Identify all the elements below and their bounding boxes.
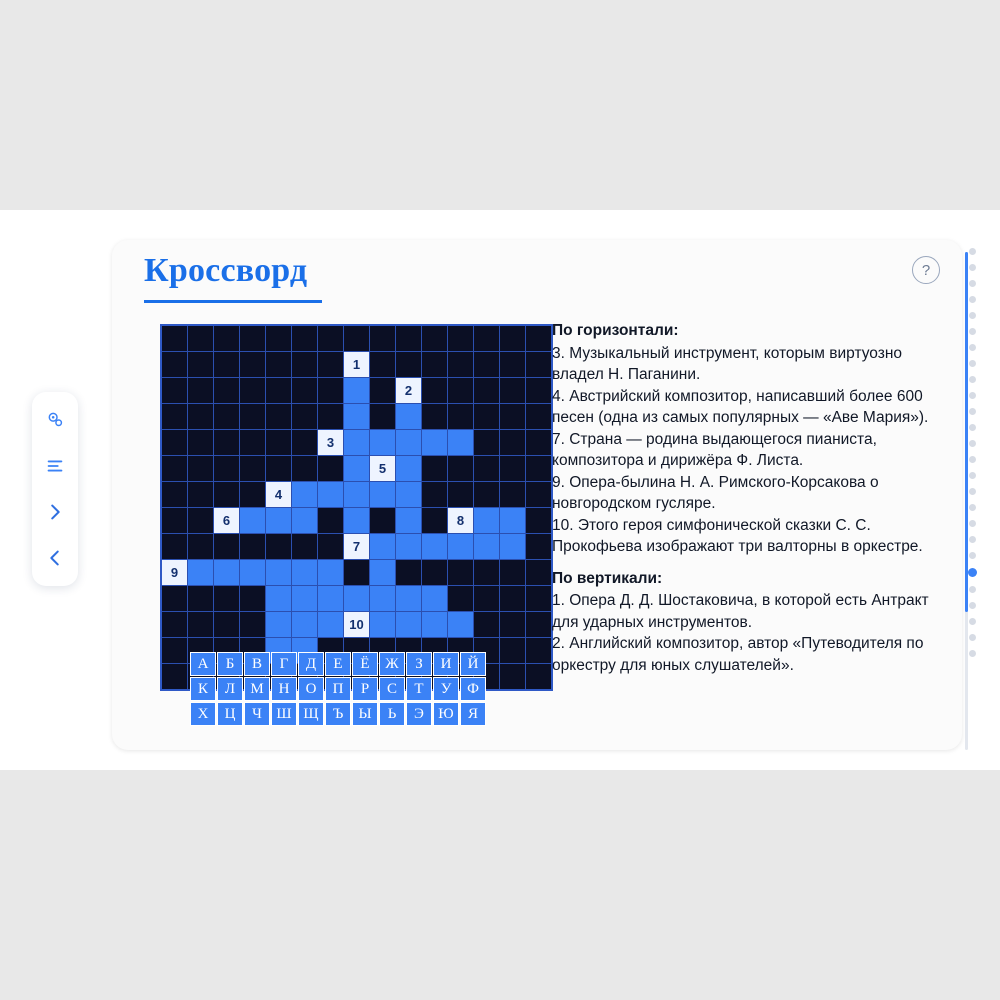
crossword-cell-open[interactable] (500, 508, 526, 534)
alphabet-key[interactable]: К (190, 677, 216, 701)
clues-panel (552, 320, 932, 686)
crossword-cell-blank (266, 325, 292, 352)
alphabet-key[interactable]: Ё (352, 652, 378, 676)
crossword-row (161, 325, 552, 352)
crossword-row (161, 430, 552, 456)
crossword-cell-open[interactable] (500, 534, 526, 560)
page-dot[interactable] (969, 424, 976, 431)
crossword-cell-numbered[interactable] (344, 612, 370, 638)
alphabet-key[interactable]: З (406, 652, 432, 676)
crossword-cell-blank (370, 378, 396, 404)
crossword-cell-blank (188, 378, 214, 404)
crossword-cell-open[interactable] (474, 534, 500, 560)
crossword-cell-blank (240, 404, 266, 430)
crossword-cell-blank (448, 404, 474, 430)
crossword-row (161, 404, 552, 430)
crossword-cell-blank (526, 534, 553, 560)
crossword-cell-open[interactable] (422, 612, 448, 638)
alphabet-key[interactable]: Е (325, 652, 351, 676)
alphabet-key[interactable]: Я (460, 702, 486, 726)
crossword-cell-blank (500, 325, 526, 352)
crossword-cell-blank (526, 586, 553, 612)
crossword-cell-blank (188, 352, 214, 378)
crossword-row (161, 352, 552, 378)
crossword-cell-open[interactable] (188, 560, 214, 586)
page-dot[interactable] (969, 440, 976, 447)
crossword-cell-blank (318, 352, 344, 378)
crossword-cell-open[interactable] (344, 404, 370, 430)
crossword-row (161, 482, 552, 508)
crossword-cell-blank (292, 430, 318, 456)
clue-item: 2. Английский композитор, автор «Путеводителя по оркестру для юных слушателей». (552, 635, 928, 674)
contents-button[interactable] (34, 444, 76, 488)
crossword-cell-open[interactable] (344, 378, 370, 404)
crossword-cell-open[interactable] (266, 508, 292, 534)
crossword-cell-open[interactable] (292, 560, 318, 586)
crossword-cell-blank (161, 404, 188, 430)
crossword-cell-open[interactable] (396, 508, 422, 534)
crossword-cell-blank (161, 378, 188, 404)
crossword-row (161, 456, 552, 482)
crossword-cell-blank (318, 325, 344, 352)
crossword-cell-blank (448, 325, 474, 352)
crossword-cell-open[interactable] (292, 586, 318, 612)
alphabet-key[interactable]: Т (406, 677, 432, 701)
title-underline (144, 300, 322, 303)
crossword-cell-blank (500, 430, 526, 456)
crossword-cell-blank (240, 456, 266, 482)
crossword-cell-blank (214, 430, 240, 456)
crossword-cell-blank (422, 482, 448, 508)
page-dot[interactable] (969, 296, 976, 303)
alphabet-key[interactable]: Д (298, 652, 324, 676)
crossword-cell-numbered[interactable] (344, 352, 370, 378)
crossword-cell-blank (292, 378, 318, 404)
crossword-cell-numbered[interactable] (370, 456, 396, 482)
alphabet-key[interactable]: Г (271, 652, 297, 676)
crossword-cell-blank (500, 638, 526, 664)
crossword-cell-blank (161, 612, 188, 638)
crossword-cell-blank (370, 325, 396, 352)
crossword-cell-open[interactable] (344, 508, 370, 534)
crossword-cell-blank (214, 612, 240, 638)
cell-number: 9 (170, 565, 179, 580)
crossword-cell-blank (188, 404, 214, 430)
slide-card (112, 240, 962, 750)
crossword-cell-blank (161, 325, 188, 352)
alphabet-key[interactable]: Ж (379, 652, 405, 676)
alphabet-key[interactable]: Ъ (325, 702, 351, 726)
crossword-cell-open[interactable] (266, 560, 292, 586)
crossword-cell-open[interactable] (292, 508, 318, 534)
crossword-cell-open[interactable] (370, 612, 396, 638)
alphabet-key[interactable]: У (433, 677, 459, 701)
crossword-cell-blank (474, 482, 500, 508)
crossword-cell-open[interactable] (344, 456, 370, 482)
crossword-row (161, 534, 552, 560)
crossword-cell-blank (161, 456, 188, 482)
crossword-cell-blank (370, 508, 396, 534)
crossword-cell-numbered[interactable] (161, 560, 188, 586)
clue-item: 7. Страна — родина выдающегося пианиста, композитора и дирижёра Ф. Листа. (552, 430, 882, 469)
crossword-cell-open[interactable] (370, 560, 396, 586)
clues-down (552, 568, 932, 677)
crossword-cell-blank (396, 325, 422, 352)
alphabet-key[interactable]: Ю (433, 702, 459, 726)
crossword-table[interactable] (160, 324, 553, 691)
help-button[interactable]: ? (912, 256, 940, 284)
crossword-cell-open[interactable] (318, 482, 344, 508)
cell-number: 6 (222, 513, 231, 528)
crossword-cell-blank (214, 586, 240, 612)
alphabet-key[interactable]: Й (460, 652, 486, 676)
crossword-cell-blank (422, 325, 448, 352)
clue-item: 10. Этого героя симфонической сказки С. С. Прокофьева изображают три валторны в оркестре. (552, 516, 923, 555)
page-dot[interactable] (969, 602, 976, 609)
cell-number: 7 (352, 539, 361, 554)
page-dot[interactable] (969, 312, 976, 319)
crossword-cell-blank (266, 378, 292, 404)
alphabet-key[interactable]: С (379, 677, 405, 701)
crossword-cell-blank (500, 560, 526, 586)
crossword-cell-open[interactable] (370, 586, 396, 612)
page-dot[interactable] (969, 456, 976, 463)
crossword-cell-blank (500, 404, 526, 430)
crossword-cell-open[interactable] (396, 404, 422, 430)
cell-number: 2 (404, 383, 413, 398)
crossword-cell-blank (214, 482, 240, 508)
crossword-cell-blank (526, 325, 553, 352)
crossword-cell-blank (318, 404, 344, 430)
chevron-right-icon (44, 501, 66, 523)
list-icon (44, 455, 66, 477)
crossword-cell-blank (292, 404, 318, 430)
crossword-cell-blank (500, 378, 526, 404)
crossword-cell-blank (370, 352, 396, 378)
alphabet-key[interactable]: И (433, 652, 459, 676)
crossword-cell-blank (161, 586, 188, 612)
crossword-cell-blank (318, 534, 344, 560)
alphabet-key[interactable]: В (244, 652, 270, 676)
crossword-cell-blank (161, 430, 188, 456)
crossword-cell-blank (240, 352, 266, 378)
crossword-cell-open[interactable] (474, 508, 500, 534)
crossword-cell-blank (240, 430, 266, 456)
crossword-cell-blank (474, 404, 500, 430)
crossword-cell-numbered[interactable] (318, 430, 344, 456)
crossword-cell-blank (240, 325, 266, 352)
crossword-cell-numbered[interactable] (266, 482, 292, 508)
crossword-cell-blank (370, 404, 396, 430)
crossword-cell-blank (474, 352, 500, 378)
crossword-cell-blank (161, 508, 188, 534)
crossword-cell-blank (266, 534, 292, 560)
alphabet-row (190, 702, 486, 726)
page-dot[interactable] (969, 280, 976, 287)
page-dot[interactable] (969, 650, 976, 657)
alphabet-row (190, 652, 486, 676)
crossword-cell-blank (448, 482, 474, 508)
alphabet-key[interactable]: Л (217, 677, 243, 701)
page-dot[interactable] (969, 392, 976, 399)
page-dot[interactable] (969, 552, 976, 559)
alphabet-row (190, 677, 486, 701)
left-toolbar (32, 392, 78, 586)
alphabet-key[interactable]: П (325, 677, 351, 701)
cell-number: 5 (378, 461, 387, 476)
crossword-cell-blank (188, 482, 214, 508)
page-dot[interactable] (969, 586, 976, 593)
crossword-cell-open[interactable] (266, 612, 292, 638)
page-dot[interactable] (969, 618, 976, 625)
crossword-cell-open[interactable] (396, 430, 422, 456)
crossword-cell-open[interactable] (344, 482, 370, 508)
page-dot[interactable] (969, 328, 976, 335)
alphabet-keyboard[interactable] (190, 652, 486, 727)
page-dot[interactable] (969, 376, 976, 383)
crossword-cell-open[interactable] (370, 482, 396, 508)
crossword-cell-blank (161, 534, 188, 560)
crossword-cell-blank (240, 612, 266, 638)
alphabet-key[interactable]: Ф (460, 677, 486, 701)
crossword-cell-numbered[interactable] (344, 534, 370, 560)
crossword-cell-blank (448, 456, 474, 482)
crossword-cell-blank (526, 378, 553, 404)
clue-item: 9. Опера-былина Н. А. Римского-Корсакова о новгородском гусляре. (552, 473, 883, 512)
crossword-cell-blank (161, 664, 188, 691)
crossword-cell-open[interactable] (422, 586, 448, 612)
crossword-cell-blank (500, 482, 526, 508)
page-dots[interactable] (966, 248, 978, 748)
crossword-cell-blank (214, 404, 240, 430)
crossword-cell-open[interactable] (292, 482, 318, 508)
alphabet-key[interactable]: Х (190, 702, 216, 726)
cell-number: 8 (456, 513, 465, 528)
page-dot[interactable] (969, 248, 976, 255)
clue-item: 4. Австрийский композитор, написавший более 600 песен (одна из самых популярных — «Аве Мария»). (552, 387, 929, 426)
alphabet-key[interactable]: Ы (352, 702, 378, 726)
crossword-cell-blank (292, 352, 318, 378)
alphabet-key[interactable]: Ч (244, 702, 270, 726)
crossword-cell-blank (474, 325, 500, 352)
crossword-cell-open[interactable] (292, 612, 318, 638)
crossword-cell-open[interactable] (240, 508, 266, 534)
crossword-cell-blank (292, 325, 318, 352)
page-dot[interactable] (969, 488, 976, 495)
settings-icon (44, 409, 66, 431)
alphabet-key[interactable]: Ь (379, 702, 405, 726)
crossword-cell-blank (474, 612, 500, 638)
prev-button[interactable] (34, 536, 76, 580)
crossword-cell-blank (422, 404, 448, 430)
crossword-cell-blank (188, 508, 214, 534)
page-dot[interactable] (969, 536, 976, 543)
page-title: Кроссворд (144, 252, 308, 289)
crossword-cell-blank (500, 586, 526, 612)
crossword-cell-blank (240, 534, 266, 560)
alphabet-key[interactable]: Ш (271, 702, 297, 726)
crossword-cell-open[interactable] (318, 560, 344, 586)
crossword-cell-open[interactable] (422, 534, 448, 560)
crossword-cell-blank (214, 352, 240, 378)
settings-button[interactable] (34, 398, 76, 442)
crossword-cell-blank (292, 534, 318, 560)
crossword-cell-blank (448, 378, 474, 404)
crossword-row (161, 560, 552, 586)
crossword-cell-blank (422, 378, 448, 404)
crossword-cell-open[interactable] (448, 534, 474, 560)
crossword-cell-blank (526, 508, 553, 534)
crossword-cell-blank (240, 482, 266, 508)
crossword-cell-open[interactable] (396, 586, 422, 612)
page-dot[interactable] (969, 504, 976, 511)
crossword-cell-numbered[interactable] (448, 508, 474, 534)
crossword-cell-blank (240, 378, 266, 404)
crossword-cell-numbered[interactable] (214, 508, 240, 534)
crossword-cell-blank (526, 664, 553, 691)
cell-number: 3 (326, 435, 335, 450)
cell-number: 1 (352, 357, 361, 372)
crossword-cell-blank (266, 430, 292, 456)
crossword-cell-open[interactable] (344, 586, 370, 612)
crossword-cell-open[interactable] (448, 612, 474, 638)
crossword-cell-blank (474, 560, 500, 586)
crossword-cell-open[interactable] (318, 612, 344, 638)
page-dot[interactable] (969, 360, 976, 367)
crossword-row (161, 378, 552, 404)
alphabet-key[interactable]: Щ (298, 702, 324, 726)
cell-number: 10 (349, 617, 364, 632)
crossword-cell-blank (214, 534, 240, 560)
crossword-cell-blank (214, 325, 240, 352)
crossword-cell-blank (500, 612, 526, 638)
crossword-cell-blank (188, 456, 214, 482)
crossword-cell-blank (500, 352, 526, 378)
crossword-cell-blank (474, 378, 500, 404)
crossword-cell-blank (526, 352, 553, 378)
page-dot[interactable] (969, 344, 976, 351)
crossword-cell-blank (188, 325, 214, 352)
crossword-cell-blank (474, 430, 500, 456)
page-dot[interactable] (969, 520, 976, 527)
crossword-cell-blank (240, 586, 266, 612)
clue-item: 3. Музыкальный инструмент, которым виртуозно владел Н. Паганини. (552, 344, 907, 383)
crossword-cell-open[interactable] (448, 430, 474, 456)
crossword-cell-blank (292, 456, 318, 482)
crossword-cell-open[interactable] (370, 430, 396, 456)
crossword-cell-blank (188, 430, 214, 456)
crossword-cell-blank (526, 560, 553, 586)
crossword-cell-blank (161, 482, 188, 508)
crossword-cell-blank (266, 352, 292, 378)
crossword-cell-blank (161, 352, 188, 378)
alphabet-key[interactable]: Б (217, 652, 243, 676)
crossword-cell-blank (318, 508, 344, 534)
crossword-cell-open[interactable] (266, 586, 292, 612)
crossword-cell-blank (526, 638, 553, 664)
crossword-cell-blank (188, 586, 214, 612)
alphabet-key[interactable]: Э (406, 702, 432, 726)
crossword-cell-open[interactable] (396, 456, 422, 482)
crossword-cell-blank (448, 560, 474, 586)
across-title: По горизонтали: (552, 322, 679, 339)
alphabet-key[interactable]: Р (352, 677, 378, 701)
crossword-cell-open[interactable] (370, 534, 396, 560)
crossword-cell-blank (396, 560, 422, 586)
crossword-cell-blank (422, 456, 448, 482)
page-dot-active[interactable] (968, 568, 977, 577)
crossword-cell-blank (526, 482, 553, 508)
crossword-cell-blank (474, 456, 500, 482)
alphabet-key[interactable]: М (244, 677, 270, 701)
crossword-grid[interactable] (160, 324, 553, 691)
crossword-cell-blank (214, 378, 240, 404)
crossword-row (161, 612, 552, 638)
down-title: По вертикали: (552, 569, 663, 587)
page-dot[interactable] (969, 264, 976, 271)
crossword-cell-blank (500, 456, 526, 482)
crossword-cell-blank (318, 378, 344, 404)
crossword-cell-blank (448, 586, 474, 612)
crossword-cell-blank (344, 560, 370, 586)
alphabet-key[interactable]: О (298, 677, 324, 701)
crossword-cell-open[interactable] (318, 586, 344, 612)
crossword-cell-numbered[interactable] (396, 378, 422, 404)
crossword-cell-blank (161, 638, 188, 664)
crossword-cell-blank (188, 612, 214, 638)
page-dot[interactable] (969, 634, 976, 641)
crossword-cell-blank (422, 560, 448, 586)
crossword-cell-open[interactable] (240, 560, 266, 586)
crossword-cell-open[interactable] (396, 482, 422, 508)
crossword-cell-blank (396, 352, 422, 378)
clues-across (552, 320, 932, 558)
next-button[interactable] (34, 490, 76, 534)
crossword-cell-blank (526, 404, 553, 430)
chevron-left-icon (44, 547, 66, 569)
crossword-cell-blank (266, 456, 292, 482)
crossword-cell-blank (214, 456, 240, 482)
page-dot[interactable] (969, 472, 976, 479)
alphabet-key[interactable]: Ц (217, 702, 243, 726)
crossword-cell-blank (500, 664, 526, 691)
crossword-cell-blank (422, 352, 448, 378)
crossword-cell-open[interactable] (344, 430, 370, 456)
alphabet-key[interactable]: А (190, 652, 216, 676)
clue-item: 1. Опера Д. Д. Шостаковича, в которой есть Антракт для ударных инструментов. (552, 592, 933, 631)
crossword-cell-blank (526, 456, 553, 482)
crossword-cell-open[interactable] (396, 612, 422, 638)
crossword-cell-blank (448, 352, 474, 378)
crossword-cell-blank (526, 430, 553, 456)
crossword-row (161, 586, 552, 612)
cell-number: 4 (274, 487, 283, 502)
crossword-cell-open[interactable] (396, 534, 422, 560)
crossword-cell-open[interactable] (422, 430, 448, 456)
crossword-row (161, 508, 552, 534)
crossword-cell-blank (422, 508, 448, 534)
crossword-cell-blank (474, 586, 500, 612)
alphabet-key[interactable]: Н (271, 677, 297, 701)
crossword-cell-open[interactable] (214, 560, 240, 586)
page-dot[interactable] (969, 408, 976, 415)
crossword-cell-blank (318, 456, 344, 482)
crossword-cell-blank (266, 404, 292, 430)
crossword-cell-blank (188, 534, 214, 560)
crossword-cell-blank (526, 612, 553, 638)
crossword-cell-blank (344, 325, 370, 352)
